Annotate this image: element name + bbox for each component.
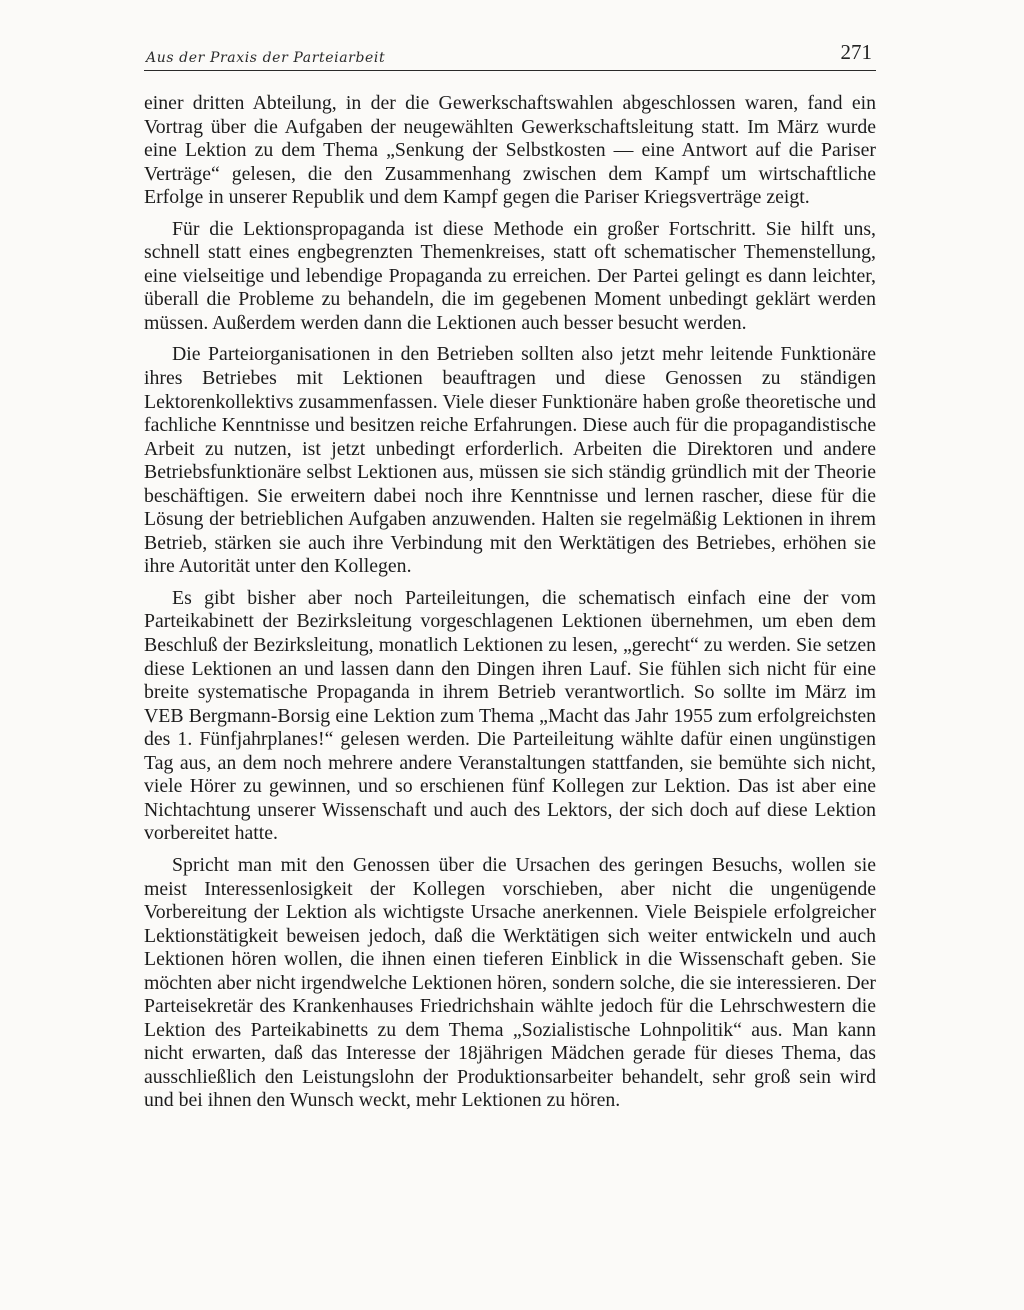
paragraph-2: Für die Lektionspropaganda ist diese Methode ein großer Fortschritt. Sie hilft uns, schnell statt eines engbegrenzten Themenkreises, statt oft schematischer Themenstellung, eine vielseitige und lebendige Propaganda zu erreichen. Der Partei gelingt es dann leichter, überall die Probleme zu behandeln, die im gegebenen Moment unbedingt geklärt werden müssen. Außerdem werden dann die Lektionen auch besser besucht werden. xyxy=(144,217,876,334)
paragraph-5: Spricht man mit den Genossen über die Ursachen des geringen Besuchs, wollen sie meist Interessenlosigkeit der Kollegen vorschieben, aber nicht die ungenügende Vorbereitung der Lektion als wichtigste Ursache anerkennen. Viele Beispiele erfolgreicher Lektionstätigkeit beweisen jedoch, daß die Werktätigen sich weiter entwickeln und auch Lektionen hören wollen, die ihnen einen tieferen Einblick in die Wissenschaft geben. Sie möchten aber nicht irgendwelche Lektionen hören, sondern solche, die sie interessieren. Der Parteisekretär des Krankenhauses Friedrichshain wählte jedoch für die Lehrschwestern die Lektion des Parteikabinetts zu dem Thema „Sozialistische Lohnpolitik“ aus. Man kann nicht erwarten, daß das Interesse der 18jährigen Mädchen gerade für dieses Thema, das ausschließlich den Leistungslohn der Produktionsarbeiter behandelt, sehr groß sein wird und bei ihnen den Wunsch weckt, mehr Lektionen zu hören. xyxy=(144,853,876,1112)
running-header xyxy=(144,40,876,71)
page-number: 271 xyxy=(840,40,872,64)
body-text xyxy=(144,92,876,1113)
paragraph-3: Die Parteiorganisationen in den Betrieben sollten also jetzt mehr leitende Funktionäre ihres Betriebes mit Lektionen beauftragen und diese Genossen zu ständigen Lektorenkollektivs zusammenfassen. Viele dieser Funktionäre haben große theoretische und fachliche Kenntnisse und besitzen reiche Erfahrungen. Diese auch für die propagandistische Arbeit zu nutzen, ist jetzt unbedingt erforderlich. Arbeiten die Direktoren und andere Betriebsfunktionäre selbst Lektionen aus, müssen sie sich ständig gründlich mit der Theorie beschäftigen. Sie erweitern dabei noch ihre Kenntnisse und lernen rascher, diese für die Lösung der betrieblichen Aufgaben anzuwenden. Halten sie regelmäßig Lektionen in ihrem Betrieb, stärken sie auch ihre Verbindung mit den Werktätigen des Betriebes, erhöhen sie ihre Autorität unter den Kollegen. xyxy=(144,343,876,578)
paragraph-4: Es gibt bisher aber noch Parteileitungen, die schematisch einfach eine der vom Parteikabinett der Bezirksleitung vorgeschlagenen Lektionen übernehmen, um eben dem Beschluß der Bezirksleitung, monatlich Lektionen zu lesen, „gerecht“ zu werden. Sie setzen diese Lektionen an und lassen dann den Dingen ihren Lauf. Sie fühlen sich nicht für eine breite systematische Propaganda in ihrem Betrieb verantwortlich. So sollte im März im VEB Bergmann-Borsig eine Lektion zum Thema „Macht das Jahr 1955 zum erfolgreichsten des 1. Fünfjahrplanes!“ gelesen werden. Die Parteileitung wählte dafür einen ungünstigen Tag aus, an dem noch mehrere andere Veranstaltungen stattfanden, sie bemühte sich nicht, viele Hörer zu gewinnen, und so erschienen fünf Kollegen zur Lektion. Das ist aber eine Nichtachtung unserer Wissenschaft und auch des Lektors, der sich doch auf diese Lektion vorbereitet hatte. xyxy=(144,586,876,845)
paragraph-1: einer dritten Abteilung, in der die Gewerkschaftswahlen abgeschlossen waren, fand ein Vortrag über die Aufgaben der neugewählten Gewerkschaftsleitung statt. Im März wurde eine Lektion zu dem Thema „Senkung der Selbstkosten — eine Antwort auf die Pariser Verträge“ gelesen, die den Zusammenhang zwischen dem Kampf um wirtschaftliche Erfolge in unserer Republik und dem Kampf gegen die Pariser Kriegsverträge zeigt. xyxy=(144,92,876,209)
running-title: Aus der Praxis der Parteiarbeit xyxy=(146,50,386,66)
